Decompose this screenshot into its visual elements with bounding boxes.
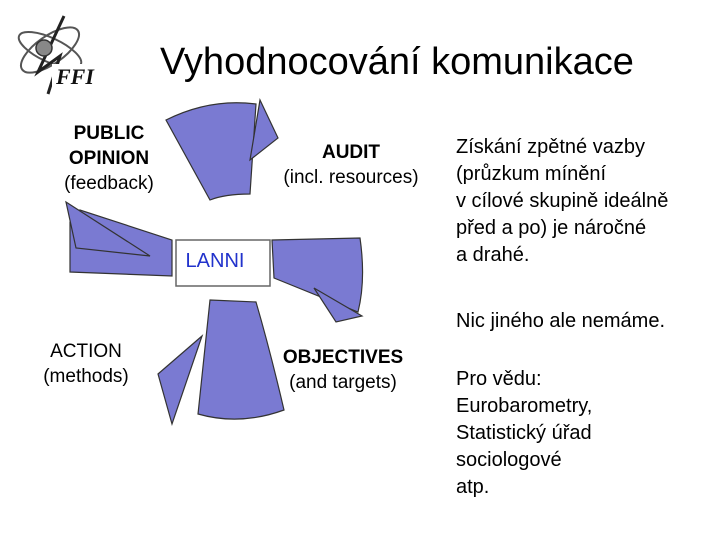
public-opinion-label (50, 121, 168, 196)
segment-audit (272, 238, 363, 312)
feedback-paragraph (456, 134, 718, 269)
text-line: v cílové skupině ideálně (456, 190, 669, 212)
text-line: a drahé. (456, 244, 530, 266)
atom-logo-icon (8, 12, 100, 96)
objectives-label (268, 345, 418, 395)
audit-label (266, 140, 436, 190)
arrow-to-action (158, 336, 202, 424)
text-line: Statistický úřad (456, 422, 592, 444)
text-line: Získání zpětné vazby (456, 136, 645, 158)
action-sub: (methods) (43, 366, 129, 387)
objectives-sub: (and targets) (289, 372, 397, 393)
action-title: ACTION (50, 341, 122, 362)
logo (8, 12, 100, 96)
text-line: před a po) je náročné (456, 217, 647, 239)
public-opinion-title: PUBLIC OPINION (68, 123, 150, 169)
text-line: Pro vědu: (456, 368, 542, 390)
logo-text: FFI (56, 64, 94, 89)
audit-title: AUDIT (321, 142, 381, 163)
public-opinion-sub: (feedback) (64, 173, 154, 194)
text-line: Eurobarometry, (456, 395, 593, 417)
audit-sub: (incl. resources) (283, 167, 419, 188)
text-line: sociologové (456, 449, 562, 471)
planning-label: LANNI (185, 250, 245, 272)
science-paragraph (456, 366, 718, 501)
slide-title: Vyhodnocování komunikace (160, 41, 634, 83)
action-label (26, 339, 146, 389)
objectives-title: OBJECTIVES (282, 347, 404, 368)
nothing-else-paragraph: Nic jiného ale nemáme. (456, 310, 665, 332)
segment-public-opinion (166, 103, 256, 200)
text-line: atp. (456, 476, 490, 498)
text-line: (průzkum mínění (456, 163, 607, 185)
